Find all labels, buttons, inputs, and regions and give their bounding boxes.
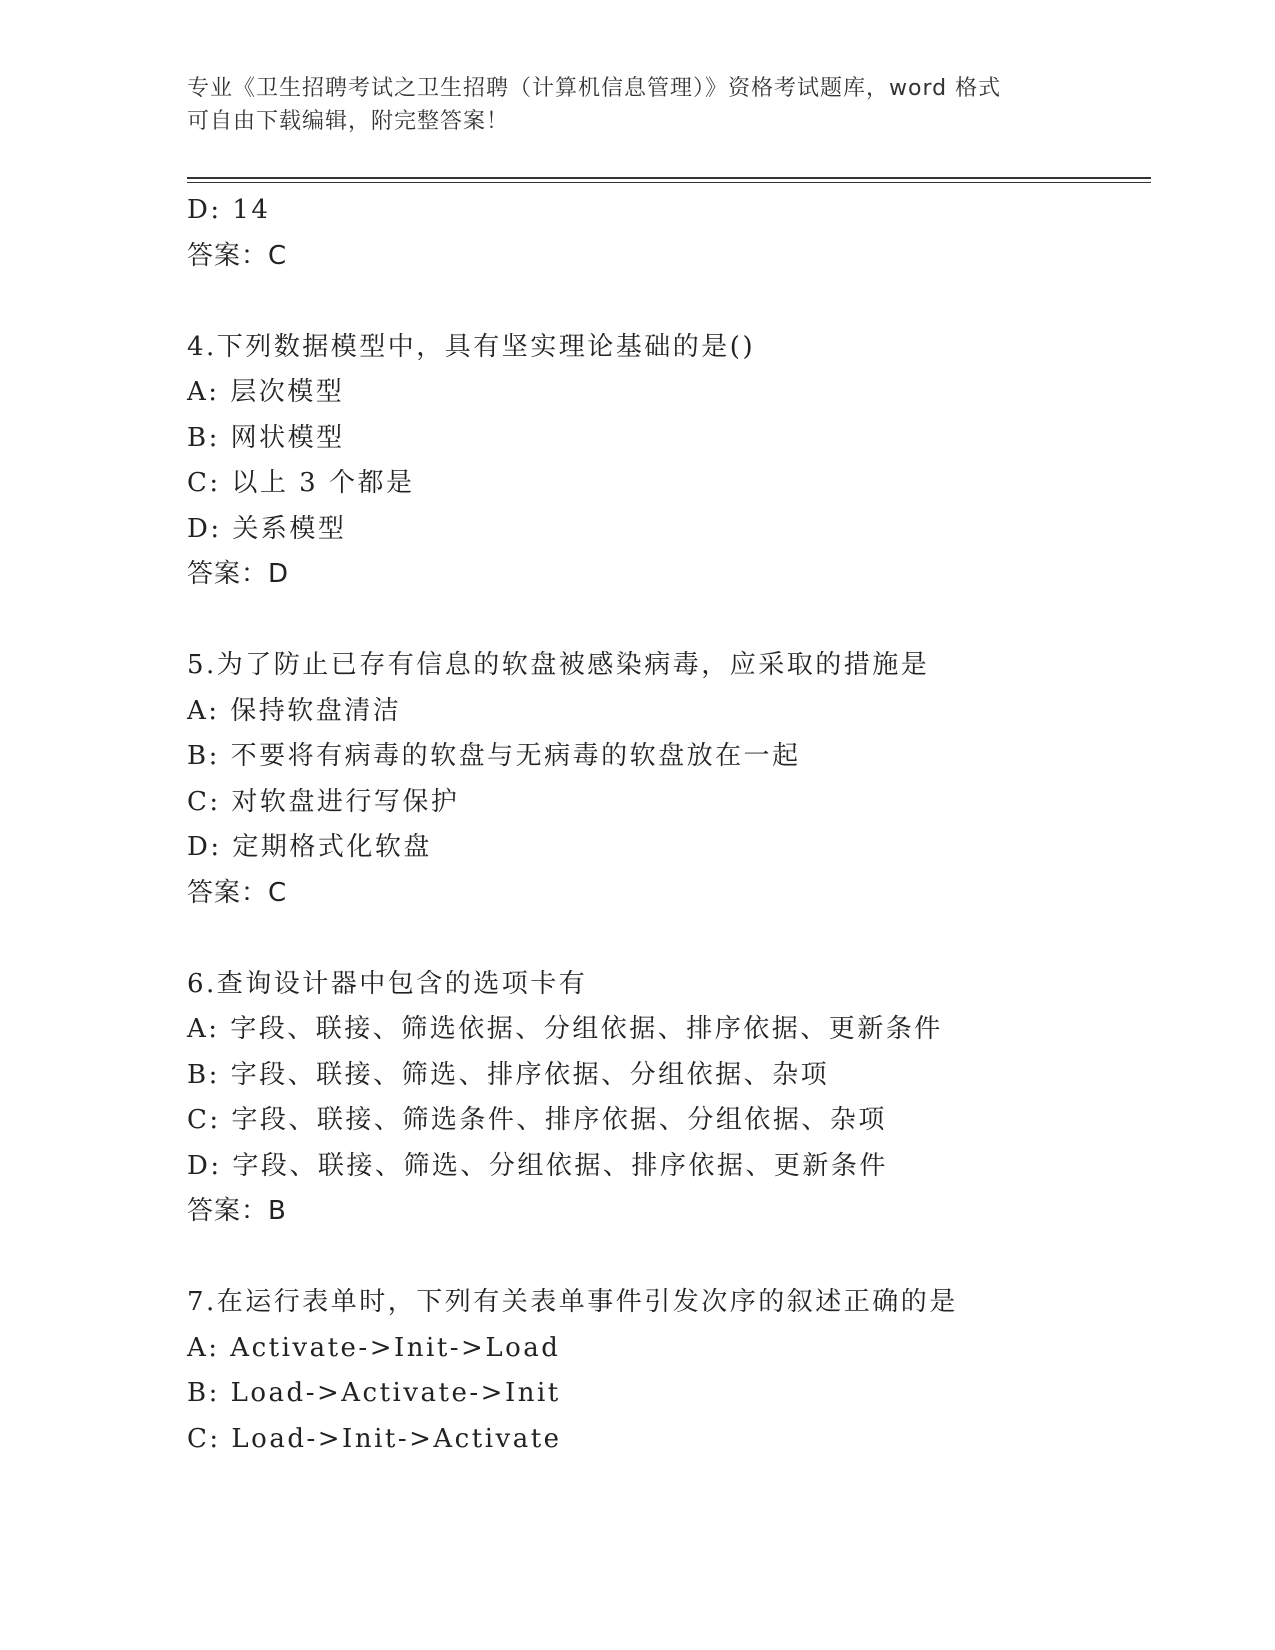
option-c: C: 对软盘进行写保护 <box>187 786 460 817</box>
option-d: D: 14 <box>187 195 271 225</box>
option-b: B: Load->Activate->Init <box>187 1378 561 1408</box>
option-c: C: 字段、联接、筛选条件、排序依据、分组依据、杂项 <box>187 1105 887 1135</box>
spacer <box>187 279 1147 325</box>
question-7 <box>187 1280 1147 1462</box>
question-stem: 6.查询设计器中包含的选项卡有 <box>187 968 588 999</box>
answer-line: 答案：B <box>187 1196 287 1226</box>
option-c: C: Load->Init->Activate <box>187 1423 562 1454</box>
spacer <box>187 598 1147 644</box>
question-6 <box>187 962 1147 1235</box>
question-stem: 5.为了防止已存有信息的软盘被感染病毒，应采取的措施是 <box>187 650 930 680</box>
question-fragment <box>187 188 1147 279</box>
option-a: A: Activate->Init->Load <box>187 1332 561 1363</box>
document-header <box>187 72 1067 138</box>
option-a: A: 层次模型 <box>187 377 345 407</box>
spacer <box>187 916 1147 962</box>
header-divider <box>187 177 1151 179</box>
option-a: A: 字段、联接、筛选依据、分组依据、排序依据、更新条件 <box>187 1014 943 1044</box>
option-a: A: 保持软盘清洁 <box>187 695 402 726</box>
spacer <box>187 1235 1147 1281</box>
answer-line: 答案：D <box>187 559 290 589</box>
answer-line: 答案：C <box>187 877 288 908</box>
header-title-line-1: 专业《卫生招聘考试之卫生招聘（计算机信息管理）》资格考试题库，word 格式 <box>187 76 1002 101</box>
header-title-line-2: 可自由下载编辑，附完整答案！ <box>187 109 510 134</box>
question-stem: 4.下列数据模型中，具有坚实理论基础的是() <box>187 331 756 362</box>
option-c: C: 以上 3 个都是 <box>187 468 415 498</box>
header-divider-thin <box>187 182 1151 183</box>
option-d: D: 关系模型 <box>187 513 347 544</box>
question-stem: 7.在运行表单时，下列有关表单事件引发次序的叙述正确的是 <box>187 1287 958 1317</box>
answer-line: 答案：C <box>187 240 288 271</box>
option-d: D: 字段、联接、筛选、分组依据、排序依据、更新条件 <box>187 1150 888 1181</box>
question-5 <box>187 643 1147 916</box>
question-4 <box>187 325 1147 598</box>
option-b: B: 字段、联接、筛选、排序依据、分组依据、杂项 <box>187 1059 830 1090</box>
option-b: B: 网状模型 <box>187 422 345 453</box>
option-b: B: 不要将有病毒的软盘与无病毒的软盘放在一起 <box>187 741 801 771</box>
question-list <box>187 188 1147 1462</box>
option-d: D: 定期格式化软盘 <box>187 832 432 862</box>
